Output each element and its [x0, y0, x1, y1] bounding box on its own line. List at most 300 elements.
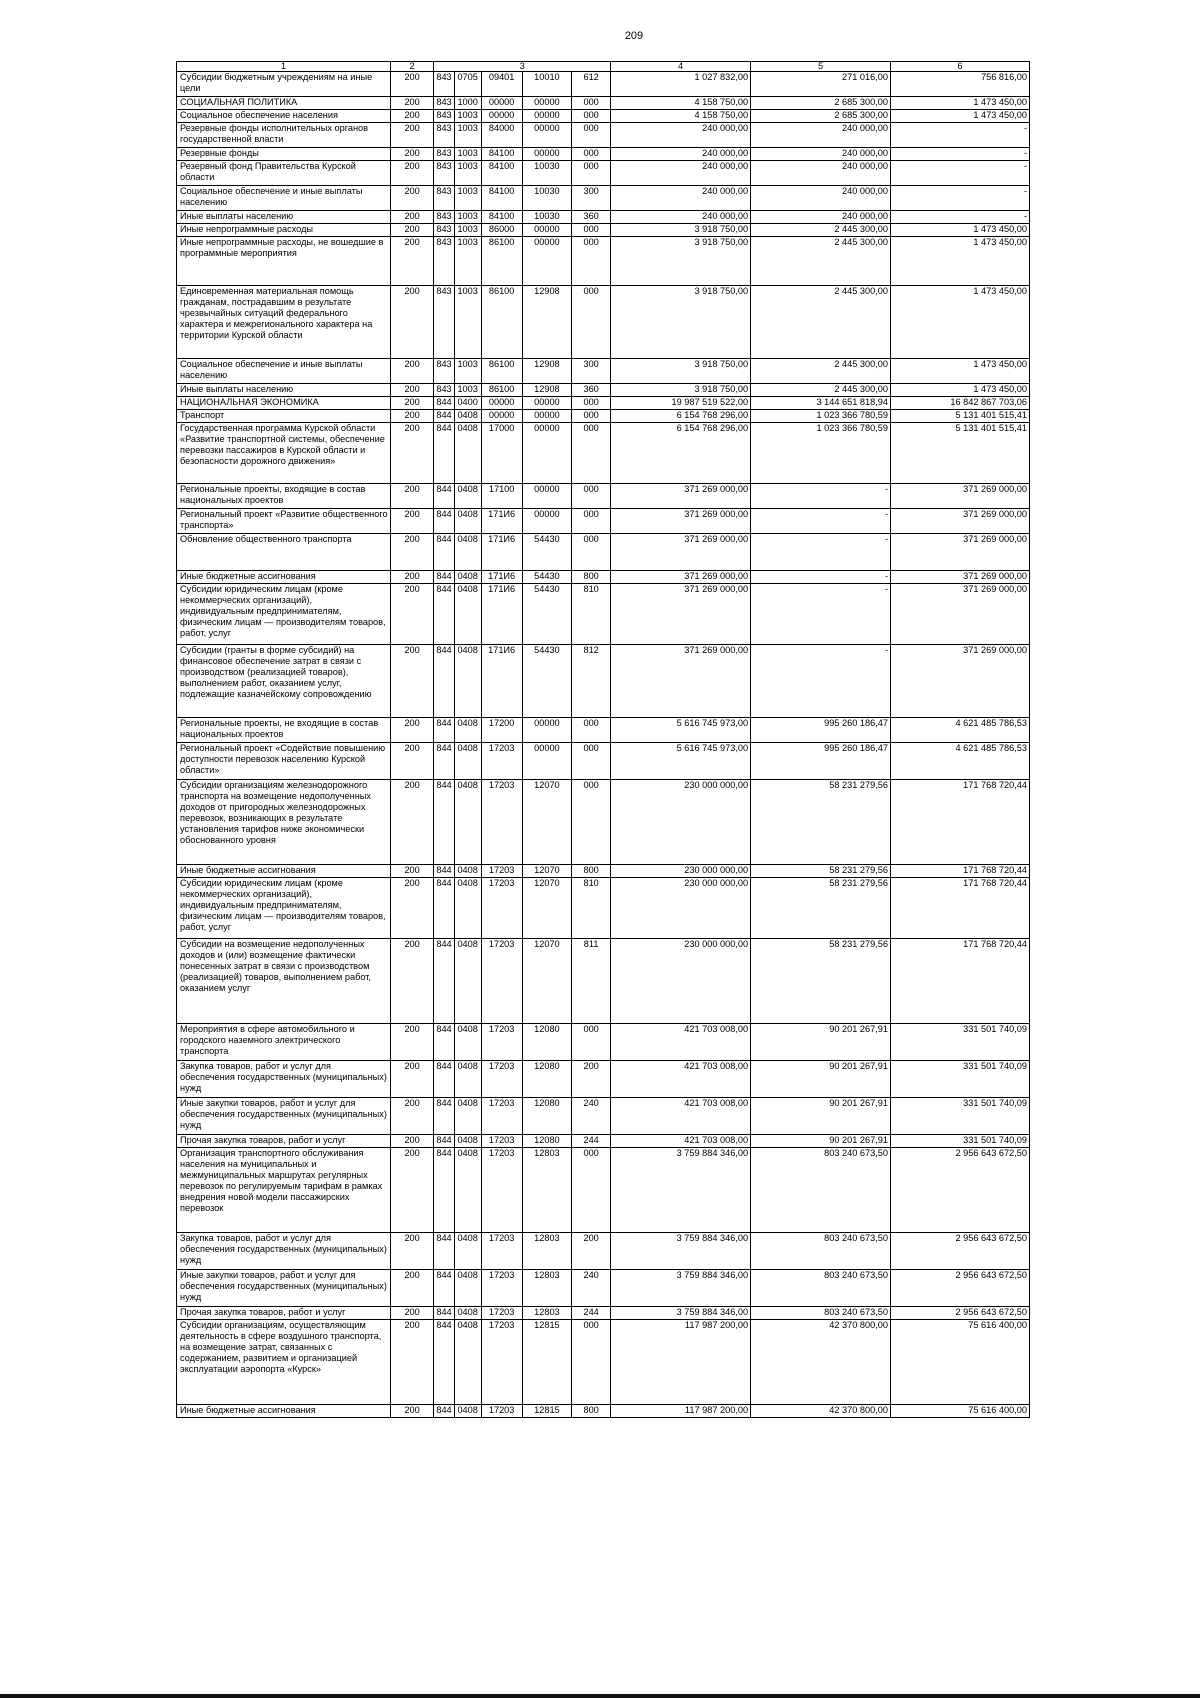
row-direction: 12803 [522, 1307, 571, 1320]
row-expense-type: 810 [572, 584, 611, 645]
row-amount-executed: 58 231 279,56 [751, 878, 891, 939]
row-ministry: 844 [434, 780, 455, 865]
table-row [177, 211, 1030, 224]
row-section: 1003 [454, 359, 481, 384]
table-row [177, 1135, 1030, 1148]
row-direction: 10030 [522, 211, 571, 224]
row-amount-executed: - [751, 509, 891, 534]
row-program: 00000 [481, 110, 522, 123]
row-name: Иные бюджетные ассигнования [177, 865, 391, 878]
row-ministry: 844 [434, 410, 455, 423]
row-direction: 12070 [522, 939, 571, 1024]
row-ministry: 844 [434, 484, 455, 509]
row-name: Субсидии организациям железнодорожного транспорта на возмещение недополученных доходов от пригородных железнодорожных перевозок, возникающих в результате установления тарифов ниже экономически обоснованного уровня [177, 780, 391, 865]
row-program: 84000 [481, 123, 522, 148]
row-direction: 00000 [522, 743, 571, 780]
row-code: 200 [391, 878, 434, 939]
table-row [177, 1270, 1030, 1307]
row-amount-remaining: 1 473 450,00 [891, 97, 1030, 110]
row-amount-remaining: 1 473 450,00 [891, 110, 1030, 123]
row-amount-plan: 421 703 008,00 [611, 1098, 751, 1135]
row-amount-plan: 6 154 768 296,00 [611, 423, 751, 484]
row-amount-plan: 371 269 000,00 [611, 584, 751, 645]
row-name: Региональный проект «Развитие общественного транспорта» [177, 509, 391, 534]
row-amount-plan: 240 000,00 [611, 186, 751, 211]
row-program: 171И6 [481, 509, 522, 534]
row-section: 0408 [454, 410, 481, 423]
row-amount-executed: 90 201 267,91 [751, 1024, 891, 1061]
row-expense-type: 000 [572, 743, 611, 780]
row-program: 17203 [481, 1270, 522, 1307]
row-amount-executed: 2 445 300,00 [751, 359, 891, 384]
row-expense-type: 000 [572, 1024, 611, 1061]
row-expense-type: 200 [572, 1061, 611, 1098]
row-code: 200 [391, 1233, 434, 1270]
row-amount-remaining: 331 501 740,09 [891, 1061, 1030, 1098]
row-amount-plan: 4 158 750,00 [611, 110, 751, 123]
row-section: 0408 [454, 939, 481, 1024]
row-name: Иные выплаты населению [177, 384, 391, 397]
row-section: 0408 [454, 484, 481, 509]
row-code: 200 [391, 72, 434, 97]
row-amount-executed: 2 685 300,00 [751, 110, 891, 123]
row-amount-remaining: 171 768 720,44 [891, 939, 1030, 1024]
table-row [177, 186, 1030, 211]
row-code: 200 [391, 1320, 434, 1405]
row-amount-plan: 230 000 000,00 [611, 878, 751, 939]
row-amount-plan: 1 027 832,00 [611, 72, 751, 97]
row-direction: 12908 [522, 384, 571, 397]
table-row [177, 110, 1030, 123]
table-row [177, 780, 1030, 865]
row-expense-type: 000 [572, 224, 611, 237]
row-program: 86100 [481, 359, 522, 384]
row-amount-plan: 371 269 000,00 [611, 645, 751, 718]
row-amount-remaining: 371 269 000,00 [891, 584, 1030, 645]
row-direction: 12070 [522, 865, 571, 878]
row-amount-executed: 2 445 300,00 [751, 286, 891, 359]
row-code: 200 [391, 397, 434, 410]
row-ministry: 844 [434, 939, 455, 1024]
row-amount-plan: 240 000,00 [611, 148, 751, 161]
row-code: 200 [391, 865, 434, 878]
row-expense-type: 800 [572, 865, 611, 878]
row-program: 84100 [481, 211, 522, 224]
row-section: 1003 [454, 110, 481, 123]
row-name: СОЦИАЛЬНАЯ ПОЛИТИКА [177, 97, 391, 110]
row-direction: 00000 [522, 123, 571, 148]
row-program: 17203 [481, 878, 522, 939]
row-amount-executed: 90 201 267,91 [751, 1135, 891, 1148]
row-code: 200 [391, 1270, 434, 1307]
row-amount-executed: 3 144 651 818,94 [751, 397, 891, 410]
row-amount-remaining: 371 269 000,00 [891, 484, 1030, 509]
row-code: 200 [391, 1148, 434, 1233]
page-number: 209 [624, 30, 644, 42]
row-direction: 12070 [522, 878, 571, 939]
row-expense-type: 000 [572, 110, 611, 123]
table-row [177, 72, 1030, 97]
row-direction: 10030 [522, 186, 571, 211]
row-name: Закупка товаров, работ и услуг для обеспечения государственных (муниципальных) нужд [177, 1233, 391, 1270]
row-program: 17203 [481, 1135, 522, 1148]
row-expense-type: 000 [572, 1320, 611, 1405]
row-section: 0408 [454, 865, 481, 878]
row-section: 0408 [454, 571, 481, 584]
row-amount-plan: 3 759 884 346,00 [611, 1307, 751, 1320]
row-name: Иные закупки товаров, работ и услуг для обеспечения государственных (муниципальных) нужд [177, 1270, 391, 1307]
row-amount-remaining: 331 501 740,09 [891, 1098, 1030, 1135]
row-name: Социальное обеспечение населения [177, 110, 391, 123]
row-code: 200 [391, 939, 434, 1024]
row-amount-remaining: - [891, 123, 1030, 148]
row-amount-remaining: - [891, 148, 1030, 161]
row-direction: 00000 [522, 224, 571, 237]
row-direction: 12803 [522, 1270, 571, 1307]
row-amount-remaining: 171 768 720,44 [891, 878, 1030, 939]
row-amount-remaining: 2 956 643 672,50 [891, 1233, 1030, 1270]
row-program: 17200 [481, 718, 522, 743]
row-expense-type: 800 [572, 571, 611, 584]
row-direction: 00000 [522, 410, 571, 423]
row-amount-remaining: 171 768 720,44 [891, 865, 1030, 878]
row-ministry: 843 [434, 161, 455, 186]
row-ministry: 844 [434, 1148, 455, 1233]
row-section: 0408 [454, 1307, 481, 1320]
header-col-2: 2 [391, 62, 434, 72]
row-code: 200 [391, 484, 434, 509]
row-expense-type: 000 [572, 397, 611, 410]
row-section: 1003 [454, 211, 481, 224]
row-amount-executed: 2 445 300,00 [751, 224, 891, 237]
row-name: Иные непрограммные расходы, не вошедшие в программные мероприятия [177, 237, 391, 286]
row-code: 200 [391, 148, 434, 161]
row-code: 200 [391, 584, 434, 645]
row-program: 17203 [481, 1307, 522, 1320]
table-row [177, 1233, 1030, 1270]
row-direction: 00000 [522, 97, 571, 110]
row-amount-plan: 3 918 750,00 [611, 384, 751, 397]
row-ministry: 844 [434, 865, 455, 878]
row-amount-plan: 3 918 750,00 [611, 286, 751, 359]
row-code: 200 [391, 384, 434, 397]
row-amount-executed: - [751, 534, 891, 571]
row-amount-executed: 240 000,00 [751, 123, 891, 148]
row-amount-remaining: - [891, 161, 1030, 186]
header-col-4: 4 [611, 62, 751, 72]
row-section: 0408 [454, 584, 481, 645]
row-amount-remaining: 2 956 643 672,50 [891, 1148, 1030, 1233]
row-expense-type: 000 [572, 123, 611, 148]
row-ministry: 843 [434, 211, 455, 224]
row-amount-plan: 4 158 750,00 [611, 97, 751, 110]
row-amount-remaining: 75 616 400,00 [891, 1405, 1030, 1418]
row-program: 17203 [481, 1233, 522, 1270]
table-row [177, 1061, 1030, 1098]
row-amount-executed: 995 260 186,47 [751, 743, 891, 780]
row-direction: 12080 [522, 1135, 571, 1148]
header-row [177, 62, 1030, 72]
row-name: Резервные фонды [177, 148, 391, 161]
row-amount-executed: - [751, 584, 891, 645]
row-amount-executed: 803 240 673,50 [751, 1233, 891, 1270]
row-expense-type: 812 [572, 645, 611, 718]
table-row [177, 718, 1030, 743]
row-direction: 12908 [522, 286, 571, 359]
row-section: 1003 [454, 123, 481, 148]
table-row [177, 865, 1030, 878]
row-name: Обновление общественного транспорта [177, 534, 391, 571]
row-amount-plan: 371 269 000,00 [611, 571, 751, 584]
row-amount-remaining: 371 269 000,00 [891, 645, 1030, 718]
row-amount-remaining: 331 501 740,09 [891, 1024, 1030, 1061]
row-program: 17000 [481, 423, 522, 484]
row-amount-plan: 240 000,00 [611, 123, 751, 148]
table-row [177, 1098, 1030, 1135]
row-ministry: 843 [434, 359, 455, 384]
row-amount-remaining: 2 956 643 672,50 [891, 1307, 1030, 1320]
row-expense-type: 000 [572, 148, 611, 161]
row-amount-remaining: 1 473 450,00 [891, 384, 1030, 397]
row-section: 1003 [454, 384, 481, 397]
row-section: 0408 [454, 1320, 481, 1405]
row-amount-executed: 42 370 800,00 [751, 1320, 891, 1405]
row-amount-remaining: 1 473 450,00 [891, 224, 1030, 237]
row-amount-remaining: 371 269 000,00 [891, 571, 1030, 584]
row-name: Иные бюджетные ассигнования [177, 1405, 391, 1418]
row-amount-remaining: 756 816,00 [891, 72, 1030, 97]
row-program: 00000 [481, 410, 522, 423]
row-direction: 12815 [522, 1405, 571, 1418]
row-direction: 12908 [522, 359, 571, 384]
row-amount-plan: 421 703 008,00 [611, 1135, 751, 1148]
row-expense-type: 240 [572, 1270, 611, 1307]
row-amount-plan: 5 616 745 973,00 [611, 718, 751, 743]
row-name: Иные выплаты населению [177, 211, 391, 224]
row-ministry: 844 [434, 571, 455, 584]
table-row [177, 1405, 1030, 1418]
row-code: 200 [391, 161, 434, 186]
row-amount-plan: 240 000,00 [611, 161, 751, 186]
row-amount-remaining: - [891, 186, 1030, 211]
row-direction: 00000 [522, 237, 571, 286]
row-ministry: 844 [434, 1233, 455, 1270]
scan-bottom-edge [0, 1694, 1200, 1698]
row-code: 200 [391, 211, 434, 224]
row-amount-remaining: 371 269 000,00 [891, 534, 1030, 571]
row-expense-type: 244 [572, 1135, 611, 1148]
row-direction: 00000 [522, 423, 571, 484]
row-expense-type: 000 [572, 484, 611, 509]
row-ministry: 843 [434, 123, 455, 148]
row-ministry: 844 [434, 1405, 455, 1418]
row-name: Мероприятия в сфере автомобильного и городского наземного электрического транспорта [177, 1024, 391, 1061]
row-code: 200 [391, 359, 434, 384]
row-amount-plan: 3 918 750,00 [611, 359, 751, 384]
row-name: Региональные проекты, не входящие в состав национальных проектов [177, 718, 391, 743]
row-name: Региональные проекты, входящие в состав национальных проектов [177, 484, 391, 509]
row-ministry: 843 [434, 72, 455, 97]
row-ministry: 843 [434, 384, 455, 397]
table-row [177, 1024, 1030, 1061]
row-amount-plan: 421 703 008,00 [611, 1024, 751, 1061]
row-direction: 12080 [522, 1061, 571, 1098]
row-amount-executed: 240 000,00 [751, 186, 891, 211]
row-expense-type: 000 [572, 780, 611, 865]
row-expense-type: 000 [572, 534, 611, 571]
row-ministry: 844 [434, 1061, 455, 1098]
row-program: 17100 [481, 484, 522, 509]
row-name: Субсидии бюджетным учреждениям на иные цели [177, 72, 391, 97]
row-section: 1003 [454, 224, 481, 237]
row-section: 0408 [454, 878, 481, 939]
row-amount-plan: 3 918 750,00 [611, 224, 751, 237]
row-direction: 12080 [522, 1024, 571, 1061]
row-expense-type: 000 [572, 161, 611, 186]
table-row [177, 97, 1030, 110]
row-expense-type: 000 [572, 237, 611, 286]
row-section: 0408 [454, 509, 481, 534]
row-direction: 12080 [522, 1098, 571, 1135]
row-name: НАЦИОНАЛЬНАЯ ЭКОНОМИКА [177, 397, 391, 410]
row-amount-remaining: 171 768 720,44 [891, 780, 1030, 865]
row-name: Социальное обеспечение и иные выплаты населению [177, 359, 391, 384]
row-amount-plan: 3 759 884 346,00 [611, 1270, 751, 1307]
table-row [177, 571, 1030, 584]
row-name: Субсидии юридическим лицам (кроме некоммерческих организаций), индивидуальным предпринимателям, физическим лицам — производителям товаров, работ, услуг [177, 584, 391, 645]
row-ministry: 844 [434, 645, 455, 718]
row-ministry: 843 [434, 110, 455, 123]
row-expense-type: 612 [572, 72, 611, 97]
row-direction: 00000 [522, 397, 571, 410]
table-row [177, 1148, 1030, 1233]
table-row [177, 423, 1030, 484]
table-row [177, 1320, 1030, 1405]
row-amount-executed: 995 260 186,47 [751, 718, 891, 743]
row-program: 17203 [481, 865, 522, 878]
row-amount-executed: - [751, 571, 891, 584]
header-col-5: 5 [751, 62, 891, 72]
row-program: 84100 [481, 161, 522, 186]
row-section: 1003 [454, 148, 481, 161]
header-col-1: 1 [177, 62, 391, 72]
row-name: Прочая закупка товаров, работ и услуг [177, 1307, 391, 1320]
row-section: 0408 [454, 1233, 481, 1270]
row-name: Закупка товаров, работ и услуг для обеспечения государственных (муниципальных) нужд [177, 1061, 391, 1098]
row-amount-executed: 271 016,00 [751, 72, 891, 97]
row-expense-type: 244 [572, 1307, 611, 1320]
row-name: Субсидии юридическим лицам (кроме некоммерческих организаций), индивидуальным предпринимателям, физическим лицам — производителям товаров, работ, услуг [177, 878, 391, 939]
row-name: Субсидии организациям, осуществляющим деятельность в сфере воздушного транспорта, на возмещение затрат, связанных с содержанием, развитием и организацией эксплуатации аэропорта «Курск» [177, 1320, 391, 1405]
row-name: Транспорт [177, 410, 391, 423]
row-amount-remaining: 1 473 450,00 [891, 359, 1030, 384]
table-row [177, 939, 1030, 1024]
table-row [177, 237, 1030, 286]
row-program: 86100 [481, 286, 522, 359]
table-row [177, 645, 1030, 718]
row-amount-executed: 240 000,00 [751, 148, 891, 161]
row-code: 200 [391, 1405, 434, 1418]
row-program: 00000 [481, 97, 522, 110]
row-expense-type: 000 [572, 509, 611, 534]
row-ministry: 844 [434, 534, 455, 571]
row-amount-plan: 371 269 000,00 [611, 509, 751, 534]
row-section: 0408 [454, 743, 481, 780]
row-code: 200 [391, 1061, 434, 1098]
row-expense-type: 360 [572, 384, 611, 397]
row-name: Иные непрограммные расходы [177, 224, 391, 237]
row-ministry: 844 [434, 743, 455, 780]
row-name: Резервный фонд Правительства Курской области [177, 161, 391, 186]
row-code: 200 [391, 186, 434, 211]
row-amount-executed: 58 231 279,56 [751, 780, 891, 865]
row-program: 171И6 [481, 584, 522, 645]
row-amount-executed: 1 023 366 780,59 [751, 410, 891, 423]
row-section: 0408 [454, 1061, 481, 1098]
row-program: 171И6 [481, 534, 522, 571]
row-amount-remaining: 1 473 450,00 [891, 286, 1030, 359]
row-amount-plan: 230 000 000,00 [611, 780, 751, 865]
row-code: 200 [391, 286, 434, 359]
row-program: 17203 [481, 1405, 522, 1418]
table-row [177, 224, 1030, 237]
row-direction: 12070 [522, 780, 571, 865]
row-section: 1003 [454, 161, 481, 186]
row-section: 0408 [454, 1135, 481, 1148]
row-code: 200 [391, 509, 434, 534]
row-amount-remaining: 4 621 485 786,53 [891, 718, 1030, 743]
row-section: 0705 [454, 72, 481, 97]
row-code: 200 [391, 1098, 434, 1135]
row-amount-executed: 2 445 300,00 [751, 237, 891, 286]
row-code: 200 [391, 123, 434, 148]
row-amount-executed: 42 370 800,00 [751, 1405, 891, 1418]
row-program: 171И6 [481, 645, 522, 718]
row-program: 17203 [481, 780, 522, 865]
row-name: Субсидии на возмещение недополученных доходов и (или) возмещение фактически понесенных затрат в связи с производством (реализацией) товаров, выполнением работ, оказанием услуг [177, 939, 391, 1024]
budget-table [176, 61, 1030, 1418]
row-amount-executed: 1 023 366 780,59 [751, 423, 891, 484]
row-amount-plan: 5 616 745 973,00 [611, 743, 751, 780]
row-name: Прочая закупка товаров, работ и услуг [177, 1135, 391, 1148]
row-amount-plan: 117 987 200,00 [611, 1320, 751, 1405]
row-section: 0408 [454, 1098, 481, 1135]
row-name: Иные закупки товаров, работ и услуг для обеспечения государственных (муниципальных) нужд [177, 1098, 391, 1135]
row-expense-type: 000 [572, 286, 611, 359]
row-amount-plan: 371 269 000,00 [611, 534, 751, 571]
row-amount-plan: 3 918 750,00 [611, 237, 751, 286]
row-program: 86100 [481, 237, 522, 286]
row-expense-type: 811 [572, 939, 611, 1024]
row-amount-executed: 90 201 267,91 [751, 1061, 891, 1098]
row-ministry: 844 [434, 509, 455, 534]
row-direction: 54430 [522, 584, 571, 645]
row-expense-type: 810 [572, 878, 611, 939]
row-section: 1003 [454, 186, 481, 211]
row-direction: 12815 [522, 1320, 571, 1405]
row-amount-executed: - [751, 645, 891, 718]
row-amount-executed: 2 445 300,00 [751, 384, 891, 397]
row-amount-executed: 58 231 279,56 [751, 939, 891, 1024]
row-program: 09401 [481, 72, 522, 97]
row-name: Иные бюджетные ассигнования [177, 571, 391, 584]
row-section: 0408 [454, 780, 481, 865]
table-row [177, 359, 1030, 384]
table-row [177, 123, 1030, 148]
row-code: 200 [391, 534, 434, 571]
row-code: 200 [391, 743, 434, 780]
row-ministry: 843 [434, 186, 455, 211]
